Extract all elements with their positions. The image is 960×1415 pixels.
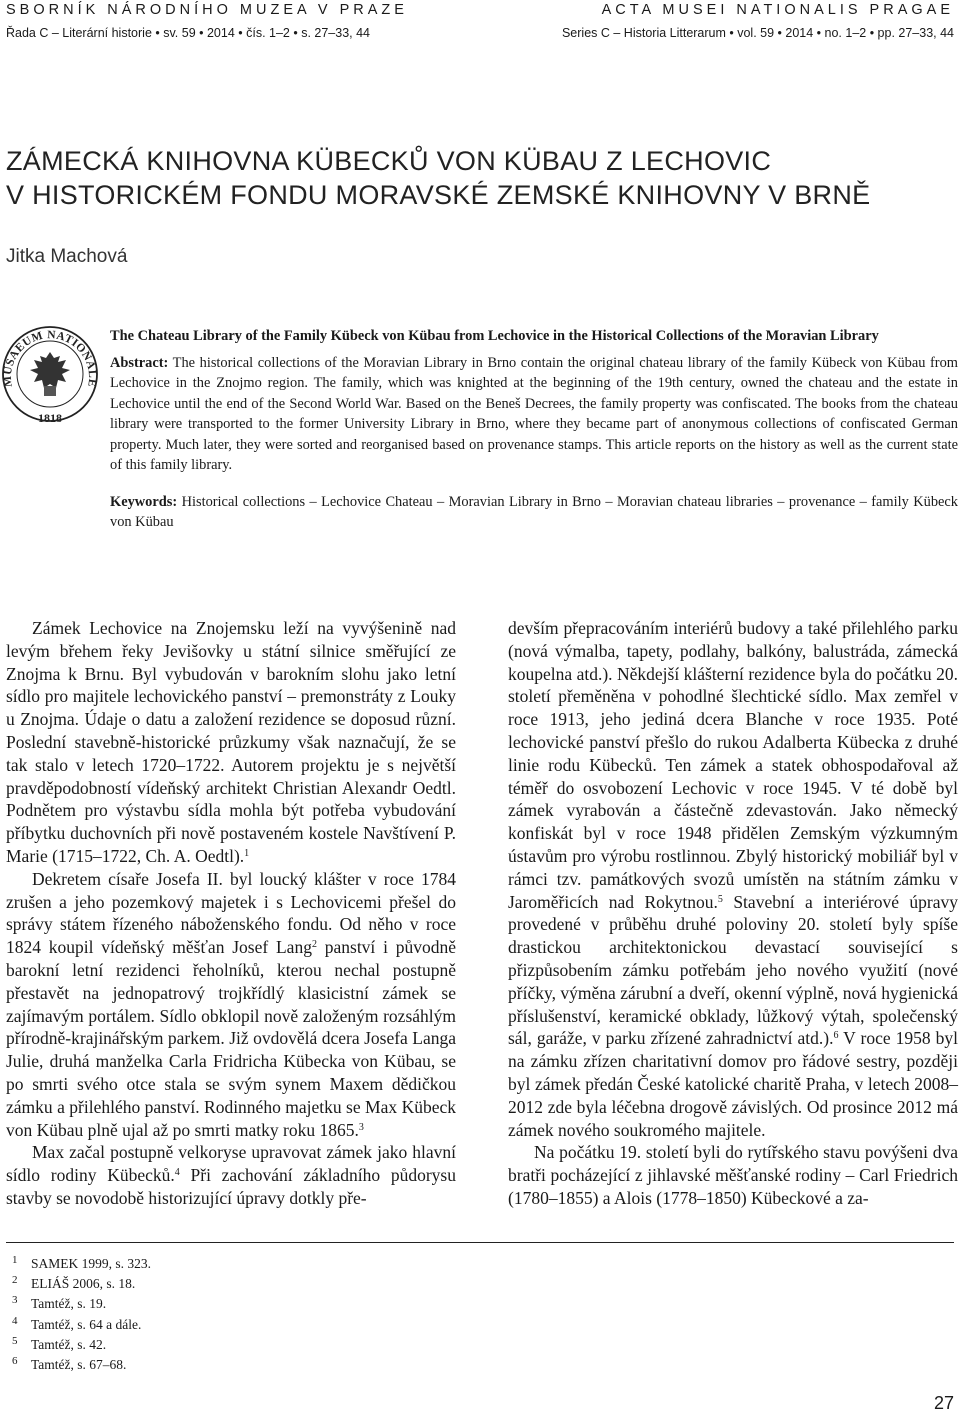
journal-title-latin: ACTA MUSEI NATIONALIS PRAGAE	[601, 2, 954, 18]
footnote-ref[interactable]: 5	[717, 893, 723, 905]
footnote: $^2$ ELIÁŠ 2006, s. 18.	[12, 1274, 136, 1292]
footnote-ref[interactable]: 1	[244, 847, 250, 859]
abstract-section	[110, 326, 958, 533]
abstract	[110, 353, 958, 476]
article-title-line-2: V HISTORICKÉM FONDU MORAVSKÉ ZEMSKÉ KNIHOVNY V BRNĚ	[6, 180, 871, 210]
footnote: $^5$ Tamtéž, s. 42.	[12, 1334, 107, 1352]
footnote: $^4$ Tamtéž, s. 64 a dále.	[12, 1314, 142, 1332]
footnote: $^6$ Tamtéž, s. 67–68.	[12, 1354, 127, 1372]
footnote-ref[interactable]: 4	[174, 1167, 180, 1179]
paragraph: Max začal postupně velkoryse upravovat zámek jako hlavní sídlo rodiny Kübecků.$^4$ Při zachování základního půdorysu stavby se novodobě historizující úpravy dotkly pře-	[6, 1142, 456, 1208]
english-title: The Chateau Library of the Family Kübeck von Kübau from Lechovice in the Historical Collections of the Moravian Library	[110, 328, 879, 344]
footnotes	[6, 1254, 151, 1375]
author-name: Jitka Machová	[6, 246, 128, 267]
body-column-left	[6, 617, 456, 1210]
eagle-icon	[30, 352, 70, 396]
article-title	[6, 144, 956, 212]
paragraph: Dekretem císaře Josefa II. byl loucký klášter v roce 1784 zrušen a jeho pozemkový majetek i s Lechovicemi přešel do správy státem řízeného náboženského fondu. Od něho v roce 1824 koupil vídeňský měšťan Josef Lang$^2$ panství i původně barokní letní rezidenci řeholníků, kterou nechal postupně přestavět na jednopatrový trojkřídlý klasicistní zámek se zajímavým portálem. Sídlo obklopil nově založeným rozsáhlým přírodně-krajinářským parkem. Již ovdovělá dcera Josefa Langa Julie, druhá manželka Carla Fridricha Kübecka von Kübau, se po smrti svého otce stala se svým synem Maxem dědičkou zámku a přilehlého panství. Rodinného majetku se Max Kübeck von Kübau plně ujal až po smrti matky roku 1865.$^3$	[6, 868, 456, 1140]
abstract-label: Abstract:	[110, 354, 169, 371]
footnote-divider	[6, 1242, 954, 1243]
abstract-text: The historical collections of the Moravian Library in Brno contain the original chateau library of the family Kübeck von Kübau from Lechovice in the Znojmo region. The family, which was knighted at the beginning of the 19th century, owned the chateau and the estate in Lechovice until the end of the Second World War. Based on the Beneš Decrees, the family property was confiscated. The books from the chateau library were transported to the former University Library in Brno, where they became part of anonymous collections of confiscated German property. Much later, they were sorted and reorganised based on provenance stamps. This article reports on the history as well as the current state of this family library.	[110, 354, 958, 473]
journal-title-czech: SBORNÍK NÁRODNÍHO MUZEA V PRAZE	[6, 2, 408, 18]
keywords-text: Historical collections – Lechovice Chateau – Moravian Library in Brno – Moravian chateau libraries – provenance – family Kübeck von Kübau	[110, 493, 958, 530]
page-number: 27	[933, 1393, 954, 1413]
footnote: $^3$ Tamtéž, s. 19.	[12, 1294, 107, 1312]
footnote: $^1$ SAMEK 1999, s. 323.	[12, 1254, 152, 1271]
keywords-label: Keywords:	[110, 493, 178, 510]
footnote-ref[interactable]: 6	[833, 1030, 839, 1042]
article-title-line-1: ZÁMECKÁ KNIHOVNA KÜBECKŮ VON KÜBAU Z LECHOVIC	[6, 146, 772, 176]
keywords	[110, 492, 958, 533]
body-column-right	[508, 617, 958, 1210]
paragraph: Zámek Lechovice na Znojemsku leží na vyvýšenině nad levým břehem řeky Jevišovky u státní silnice směřující ze Znojma k Brnu. Byl vybudován v barokním slohu jako letní sídlo pro majitele lechovického panství – premonstráty z Louky u Znojma. Údaje o datu a založení rezidence se doposud různí. Poslední stavebně-historické průzkumy však naznačují, že se tak stalo v letech 1720–1722. Autorem projektu je s největší pravděpodobností vídeňský architekt Christian Alexandr Oedtl. Podnětem pro výstavbu sídla mohla být potřeba vybudování příbytku duchovních při nově postaveném kostele Navštívení P. Marie (1715–1722, Ch. A. Oedtl).$^1$	[6, 618, 456, 866]
journal-series-latin: Series C – Historia Litterarum • vol. 59 • 2014 • no. 1–2 • pp. 27–33, 44	[561, 26, 954, 40]
paragraph: Na počátku 19. století byli do rytířského stavu povýšeni dva bratři pocházející z jihlavské měšťanské rodiny – Carl Friedrich (1780–1855) a Alois (1778–1850) Kübeckové a za-	[508, 1142, 958, 1208]
footnote-ref[interactable]: 2	[311, 939, 317, 951]
seal-text: MUSAEUM NATIONALE	[1, 329, 99, 388]
seal-year: 1818	[38, 411, 62, 425]
museum-seal-logo	[0, 324, 100, 434]
paragraph: devším přepracováním interiérů budovy a také přilehlého parku (nová výmalba, tapety, podlahy, balkóny, balustráda, zámecká koupelna atd.). Někdejší klášterní rezidence byla do počátku 20. století přeměněna v pohodlné šlechtické sídlo. Max zemřel v roce 1913, jeho jediná dcera Blanche v roce 1935. Poté lechovické panství přešlo do rukou Adalberta Kübecka z druhé linie rodu Kübecků. Ten zámek a statek obhospodařoval až téměř do osvobození Lechovic v roce 1945. V té době byl zámek vyrabován a částečně zdevastován. Jako německý konfiskát byl v roce 1948 přidělen Zemským výzkumným ústavům pro výrobu rostlinnou. Zbylý historický mobiliář byl v rámci tzv. památkových svozů umístěn na státním zámku v Jaroměřicích nad Rokytnou.$^5$ Stavební a interiérové úpravy provedené v průběhu druhé poloviny 20. století byly spíše drastickou architektonickou devastací související s přizpůsobením zámku potřebám jeho nového využití (nové příčky, výměna zárubní a dveří, okenní výplně, nová hygienická příslušenství, keramické obklady, lůžkový výtah, společenský sál, garáže, v parku zřízené zahradnictví atd.).$^6$ V roce 1958 byl na zámku zřízen charitativní domov pro řádové sestry, později byl zámek předán České katolické charitě Praha, v letech 2008–2012 zde byla léčebna drogově závislých. Od prosince 2012 má zámek nového soukromého majitele.	[508, 618, 958, 1140]
footnote-ref[interactable]: 3	[358, 1121, 364, 1133]
journal-series-czech: Řada C – Literární historie • sv. 59 • 2014 • čís. 1–2 • s. 27–33, 44	[6, 26, 371, 40]
